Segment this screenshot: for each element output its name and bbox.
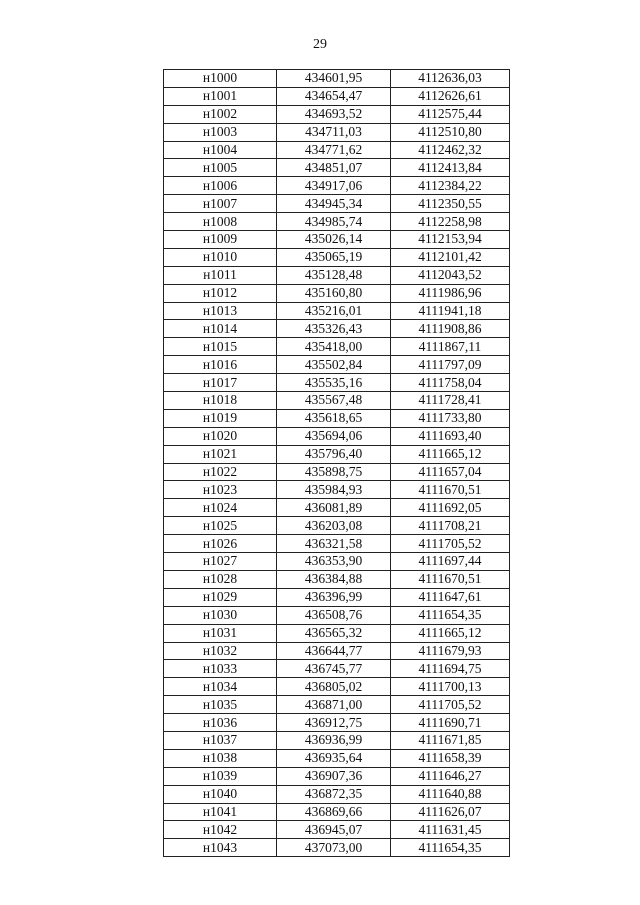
table-row — [164, 570, 510, 588]
x-coordinate-cell: 434985,74 — [277, 213, 391, 231]
x-coordinate-cell: 436081,89 — [277, 499, 391, 517]
point-id-cell: н1040 — [164, 785, 277, 803]
table-row — [164, 767, 510, 785]
table-row — [164, 248, 510, 266]
point-id-cell: н1003 — [164, 123, 277, 141]
point-id-cell: н1028 — [164, 570, 277, 588]
x-coordinate-cell: 435898,75 — [277, 463, 391, 481]
table-row — [164, 427, 510, 445]
table-row — [164, 785, 510, 803]
x-coordinate-cell: 435694,06 — [277, 427, 391, 445]
x-coordinate-cell: 436508,76 — [277, 606, 391, 624]
point-id-cell: н1029 — [164, 588, 277, 606]
y-coordinate-cell: 4111941,18 — [391, 302, 510, 320]
x-coordinate-cell: 435418,00 — [277, 338, 391, 356]
y-coordinate-cell: 4111758,04 — [391, 374, 510, 392]
table-row — [164, 445, 510, 463]
table-row — [164, 731, 510, 749]
point-id-cell: н1036 — [164, 714, 277, 732]
y-coordinate-cell: 4111640,88 — [391, 785, 510, 803]
x-coordinate-cell: 436936,99 — [277, 731, 391, 749]
point-id-cell: н1020 — [164, 427, 277, 445]
y-coordinate-cell: 4111692,05 — [391, 499, 510, 517]
table-row — [164, 141, 510, 159]
point-id-cell: н1037 — [164, 731, 277, 749]
x-coordinate-cell: 434851,07 — [277, 159, 391, 177]
x-coordinate-cell: 434771,62 — [277, 141, 391, 159]
x-coordinate-cell: 436203,08 — [277, 517, 391, 535]
x-coordinate-cell: 435160,80 — [277, 284, 391, 302]
x-coordinate-cell: 435984,93 — [277, 481, 391, 499]
y-coordinate-cell: 4112043,52 — [391, 266, 510, 284]
point-id-cell: н1006 — [164, 177, 277, 195]
table-row — [164, 195, 510, 213]
y-coordinate-cell: 4112462,32 — [391, 141, 510, 159]
table-row — [164, 284, 510, 302]
y-coordinate-cell: 4112101,42 — [391, 248, 510, 266]
x-coordinate-cell: 435128,48 — [277, 266, 391, 284]
x-coordinate-cell: 435567,48 — [277, 392, 391, 410]
x-coordinate-cell: 434654,47 — [277, 87, 391, 105]
point-id-cell: н1042 — [164, 821, 277, 839]
point-id-cell: н1022 — [164, 463, 277, 481]
x-coordinate-cell: 435796,40 — [277, 445, 391, 463]
y-coordinate-cell: 4112153,94 — [391, 231, 510, 249]
table-row — [164, 535, 510, 553]
y-coordinate-cell: 4111654,35 — [391, 606, 510, 624]
point-id-cell: н1030 — [164, 606, 277, 624]
x-coordinate-cell: 435065,19 — [277, 248, 391, 266]
table-row — [164, 266, 510, 284]
table-row — [164, 517, 510, 535]
table-row — [164, 213, 510, 231]
x-coordinate-cell: 434693,52 — [277, 105, 391, 123]
point-id-cell: н1014 — [164, 320, 277, 338]
point-id-cell: н1017 — [164, 374, 277, 392]
table-row — [164, 70, 510, 88]
table-row — [164, 338, 510, 356]
y-coordinate-cell: 4111733,80 — [391, 409, 510, 427]
point-id-cell: н1013 — [164, 302, 277, 320]
table-row — [164, 821, 510, 839]
y-coordinate-cell: 4111797,09 — [391, 356, 510, 374]
point-id-cell: н1027 — [164, 553, 277, 571]
x-coordinate-cell: 436945,07 — [277, 821, 391, 839]
y-coordinate-cell: 4111728,41 — [391, 392, 510, 410]
table-row — [164, 499, 510, 517]
y-coordinate-cell: 4111867,11 — [391, 338, 510, 356]
x-coordinate-cell: 435535,16 — [277, 374, 391, 392]
y-coordinate-cell: 4111631,45 — [391, 821, 510, 839]
y-coordinate-cell: 4112258,98 — [391, 213, 510, 231]
table-row — [164, 624, 510, 642]
table-row — [164, 356, 510, 374]
y-coordinate-cell: 4111654,35 — [391, 839, 510, 857]
y-coordinate-cell: 4111665,12 — [391, 624, 510, 642]
point-id-cell: н1008 — [164, 213, 277, 231]
y-coordinate-cell: 4111671,85 — [391, 731, 510, 749]
x-coordinate-cell: 436912,75 — [277, 714, 391, 732]
point-id-cell: н1010 — [164, 248, 277, 266]
y-coordinate-cell: 4112384,22 — [391, 177, 510, 195]
y-coordinate-cell: 4111708,21 — [391, 517, 510, 535]
point-id-cell: н1039 — [164, 767, 277, 785]
point-id-cell: н1007 — [164, 195, 277, 213]
y-coordinate-cell: 4111700,13 — [391, 678, 510, 696]
point-id-cell: н1018 — [164, 392, 277, 410]
table-row — [164, 660, 510, 678]
y-coordinate-cell: 4111694,75 — [391, 660, 510, 678]
x-coordinate-cell: 436745,77 — [277, 660, 391, 678]
y-coordinate-cell: 4111665,12 — [391, 445, 510, 463]
point-id-cell: н1012 — [164, 284, 277, 302]
point-id-cell: н1000 — [164, 70, 277, 88]
point-id-cell: н1001 — [164, 87, 277, 105]
point-id-cell: н1024 — [164, 499, 277, 517]
point-id-cell: н1021 — [164, 445, 277, 463]
y-coordinate-cell: 4111908,86 — [391, 320, 510, 338]
point-id-cell: н1026 — [164, 535, 277, 553]
x-coordinate-cell: 436805,02 — [277, 678, 391, 696]
x-coordinate-cell: 435326,43 — [277, 320, 391, 338]
table-row — [164, 231, 510, 249]
table-row — [164, 374, 510, 392]
x-coordinate-cell: 435026,14 — [277, 231, 391, 249]
table-row — [164, 409, 510, 427]
y-coordinate-cell: 4111646,27 — [391, 767, 510, 785]
point-id-cell: н1009 — [164, 231, 277, 249]
y-coordinate-cell: 4111697,44 — [391, 553, 510, 571]
x-coordinate-cell: 434711,03 — [277, 123, 391, 141]
table-row — [164, 553, 510, 571]
y-coordinate-cell: 4111647,61 — [391, 588, 510, 606]
point-id-cell: н1025 — [164, 517, 277, 535]
table-row — [164, 87, 510, 105]
point-id-cell: н1032 — [164, 642, 277, 660]
table-row — [164, 839, 510, 857]
x-coordinate-cell: 436353,90 — [277, 553, 391, 571]
table-row — [164, 177, 510, 195]
y-coordinate-cell: 4112413,84 — [391, 159, 510, 177]
table-row — [164, 320, 510, 338]
x-coordinate-cell: 436935,64 — [277, 749, 391, 767]
table-row — [164, 159, 510, 177]
point-id-cell: н1005 — [164, 159, 277, 177]
point-id-cell: н1016 — [164, 356, 277, 374]
y-coordinate-cell: 4111705,52 — [391, 696, 510, 714]
point-id-cell: н1004 — [164, 141, 277, 159]
point-id-cell: н1035 — [164, 696, 277, 714]
table-row — [164, 588, 510, 606]
x-coordinate-cell: 437073,00 — [277, 839, 391, 857]
y-coordinate-cell: 4111705,52 — [391, 535, 510, 553]
table-row — [164, 642, 510, 660]
point-id-cell: н1011 — [164, 266, 277, 284]
table-row — [164, 392, 510, 410]
point-id-cell: н1034 — [164, 678, 277, 696]
table-row — [164, 302, 510, 320]
y-coordinate-cell: 4111626,07 — [391, 803, 510, 821]
point-id-cell: н1023 — [164, 481, 277, 499]
x-coordinate-cell: 434601,95 — [277, 70, 391, 88]
coordinates-table-body — [164, 70, 510, 857]
x-coordinate-cell: 436321,58 — [277, 535, 391, 553]
y-coordinate-cell: 4112350,55 — [391, 195, 510, 213]
point-id-cell: н1041 — [164, 803, 277, 821]
x-coordinate-cell: 434917,06 — [277, 177, 391, 195]
x-coordinate-cell: 435502,84 — [277, 356, 391, 374]
page-number: 29 — [313, 37, 327, 52]
y-coordinate-cell: 4111986,96 — [391, 284, 510, 302]
y-coordinate-cell: 4111670,51 — [391, 481, 510, 499]
point-id-cell: н1043 — [164, 839, 277, 857]
table-row — [164, 749, 510, 767]
y-coordinate-cell: 4111693,40 — [391, 427, 510, 445]
table-row — [164, 481, 510, 499]
point-id-cell: н1019 — [164, 409, 277, 427]
table-row — [164, 463, 510, 481]
y-coordinate-cell: 4112636,03 — [391, 70, 510, 88]
x-coordinate-cell: 436871,00 — [277, 696, 391, 714]
x-coordinate-cell: 435216,01 — [277, 302, 391, 320]
y-coordinate-cell: 4111679,93 — [391, 642, 510, 660]
x-coordinate-cell: 436869,66 — [277, 803, 391, 821]
table-row — [164, 105, 510, 123]
point-id-cell: н1015 — [164, 338, 277, 356]
x-coordinate-cell: 436872,35 — [277, 785, 391, 803]
table-row — [164, 123, 510, 141]
coordinates-table — [163, 69, 510, 857]
x-coordinate-cell: 435618,65 — [277, 409, 391, 427]
table-row — [164, 803, 510, 821]
y-coordinate-cell: 4111670,51 — [391, 570, 510, 588]
y-coordinate-cell: 4111690,71 — [391, 714, 510, 732]
table-row — [164, 714, 510, 732]
y-coordinate-cell: 4112575,44 — [391, 105, 510, 123]
x-coordinate-cell: 436384,88 — [277, 570, 391, 588]
y-coordinate-cell: 4112510,80 — [391, 123, 510, 141]
table-row — [164, 678, 510, 696]
x-coordinate-cell: 436396,99 — [277, 588, 391, 606]
point-id-cell: н1033 — [164, 660, 277, 678]
x-coordinate-cell: 436644,77 — [277, 642, 391, 660]
y-coordinate-cell: 4112626,61 — [391, 87, 510, 105]
y-coordinate-cell: 4111657,04 — [391, 463, 510, 481]
point-id-cell: н1031 — [164, 624, 277, 642]
x-coordinate-cell: 434945,34 — [277, 195, 391, 213]
table-row — [164, 696, 510, 714]
x-coordinate-cell: 436565,32 — [277, 624, 391, 642]
y-coordinate-cell: 4111658,39 — [391, 749, 510, 767]
x-coordinate-cell: 436907,36 — [277, 767, 391, 785]
table-row — [164, 606, 510, 624]
point-id-cell: н1038 — [164, 749, 277, 767]
point-id-cell: н1002 — [164, 105, 277, 123]
